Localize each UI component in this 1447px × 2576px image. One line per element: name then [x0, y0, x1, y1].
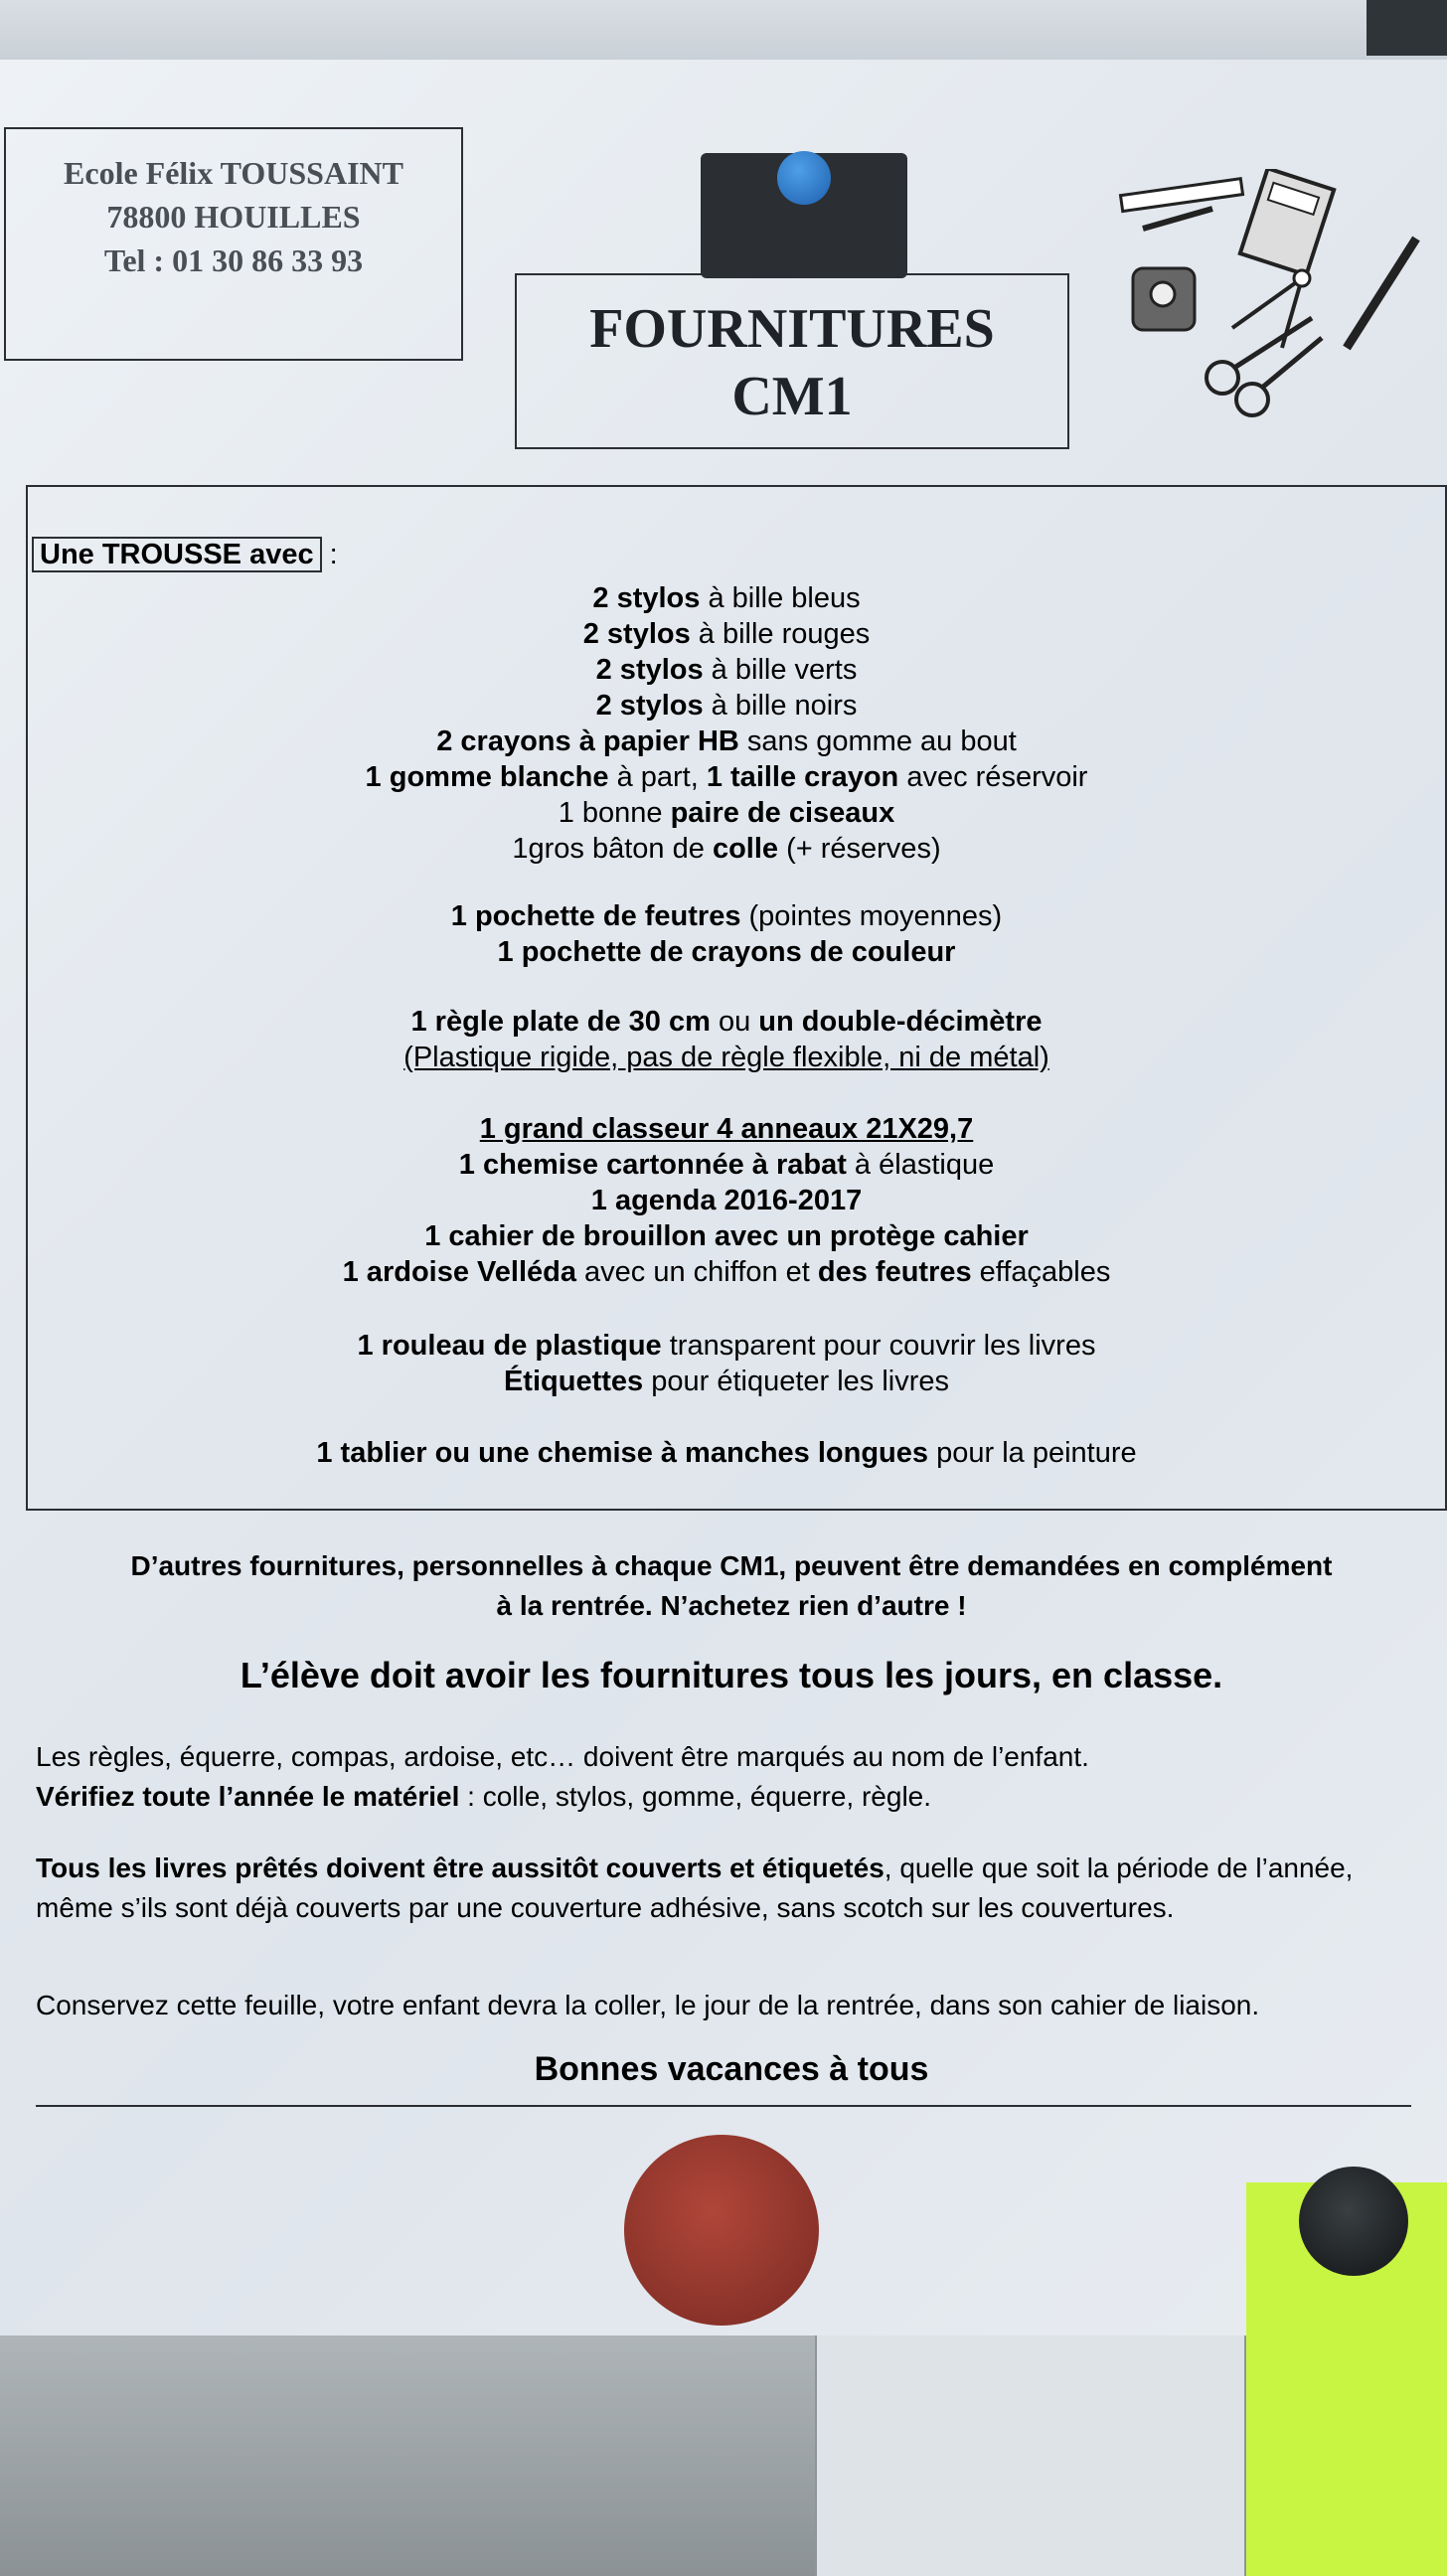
list-item: 2 stylos à bille bleus	[592, 582, 861, 614]
scissors-icon	[1206, 318, 1322, 415]
pen-icon	[1143, 209, 1212, 229]
blue-pin-icon	[777, 151, 831, 205]
list-item: 1 rouleau de plastique transparent pour couvrir les livres	[357, 1330, 1096, 1362]
black-magnet	[1299, 2167, 1408, 2276]
board-corner	[1367, 0, 1447, 56]
title-line-1: FOURNITURES	[589, 298, 995, 360]
list-item: 1 ardoise Velléda avec un chiffon et des feutres effaçables	[342, 1256, 1111, 1288]
keep-sheet-note: Conservez cette feuille, votre enfant devra la coller, le jour de la rentrée, dans son cahier de liaison.	[36, 1990, 1260, 2020]
list-item: 1 pochette de feutres (pointes moyennes)	[450, 900, 1003, 932]
school-phone: Tel : 01 30 86 33 93	[103, 242, 364, 278]
board-background	[0, 2335, 815, 2576]
trousse-heading	[32, 535, 338, 574]
list-item: 2 stylos à bille verts	[595, 654, 858, 686]
school-city: 78800 HOUILLES	[106, 199, 361, 235]
list-item: 1 cahier de brouillon avec un protège cahier	[424, 1220, 1029, 1252]
supplies-clipart	[1113, 169, 1431, 427]
list-item: 1gros bâton de colle (+ réserves)	[512, 833, 941, 865]
daily-reminder: L’élève doit avoir les fournitures tous les jours, en classe.	[240, 1655, 1223, 1695]
list-item: 1 règle plate de 30 cm ou un double-décimètre	[410, 1006, 1043, 1038]
extra-supplies-note: D’autres fournitures, personnelles à chaque CM1, peuvent être demandées en complément à la rentrée. N’achetez rien d’autre !	[130, 1550, 1333, 1621]
trousse-label: Une TROUSSE avec	[32, 537, 322, 572]
paper-below	[817, 2335, 1244, 2576]
list-item: 1 bonne paire de ciseaux	[558, 797, 895, 829]
tape-dispenser-icon	[1133, 268, 1195, 330]
list-item: 1 tablier ou une chemise à manches longues pour la peinture	[316, 1437, 1137, 1469]
calculator-icon	[1240, 169, 1334, 275]
list-item: Étiquettes pour étiqueter les livres	[503, 1366, 950, 1397]
list-item: (Plastique rigide, pas de règle flexible, ni de métal)	[403, 1042, 1049, 1073]
list-item: 2 stylos à bille rouges	[582, 618, 871, 650]
list-item: 1 chemise cartonnée à rabat à élastique	[458, 1149, 995, 1181]
school-address-box	[4, 127, 463, 361]
list-item: 2 stylos à bille noirs	[595, 690, 858, 722]
list-item: 1 grand classeur 4 anneaux 21X29,7	[479, 1113, 974, 1145]
title-line-2: CM1	[731, 366, 853, 427]
ruler-icon	[1120, 179, 1242, 212]
pencil-icon	[1347, 239, 1416, 348]
closing-greeting: Bonnes vacances à tous	[534, 2050, 929, 2088]
books-note: Tous les livres prêtés doivent être aussitôt couverts et étiquetés, quelle que soit la période de l’année, même s’ils sont déjà couverts par une couverture adhésive, sans scotch sur les couvertures.	[36, 1852, 1354, 1923]
marking-note: Les règles, équerre, compas, ardoise, etc… doivent être marqués au nom de l’enfant. Vérifiez toute l’année le matériel : colle, stylos, gomme, équerre, règle.	[36, 1741, 1089, 1812]
trousse-colon: :	[321, 539, 338, 570]
red-magnet	[624, 2135, 819, 2326]
list-item: 1 pochette de crayons de couleur	[497, 936, 956, 968]
list-item: 2 crayons à papier HB sans gomme au bout	[436, 725, 1017, 757]
page-title	[515, 273, 1069, 449]
closing-divider	[36, 2105, 1411, 2107]
school-name: Ecole Félix TOUSSAINT	[64, 155, 403, 191]
board-top-edge	[0, 0, 1447, 60]
compass-icon	[1232, 270, 1310, 348]
list-item: 1 agenda 2016-2017	[590, 1185, 863, 1216]
list-item: 1 gomme blanche à part, 1 taille crayon avec réservoir	[365, 761, 1088, 793]
